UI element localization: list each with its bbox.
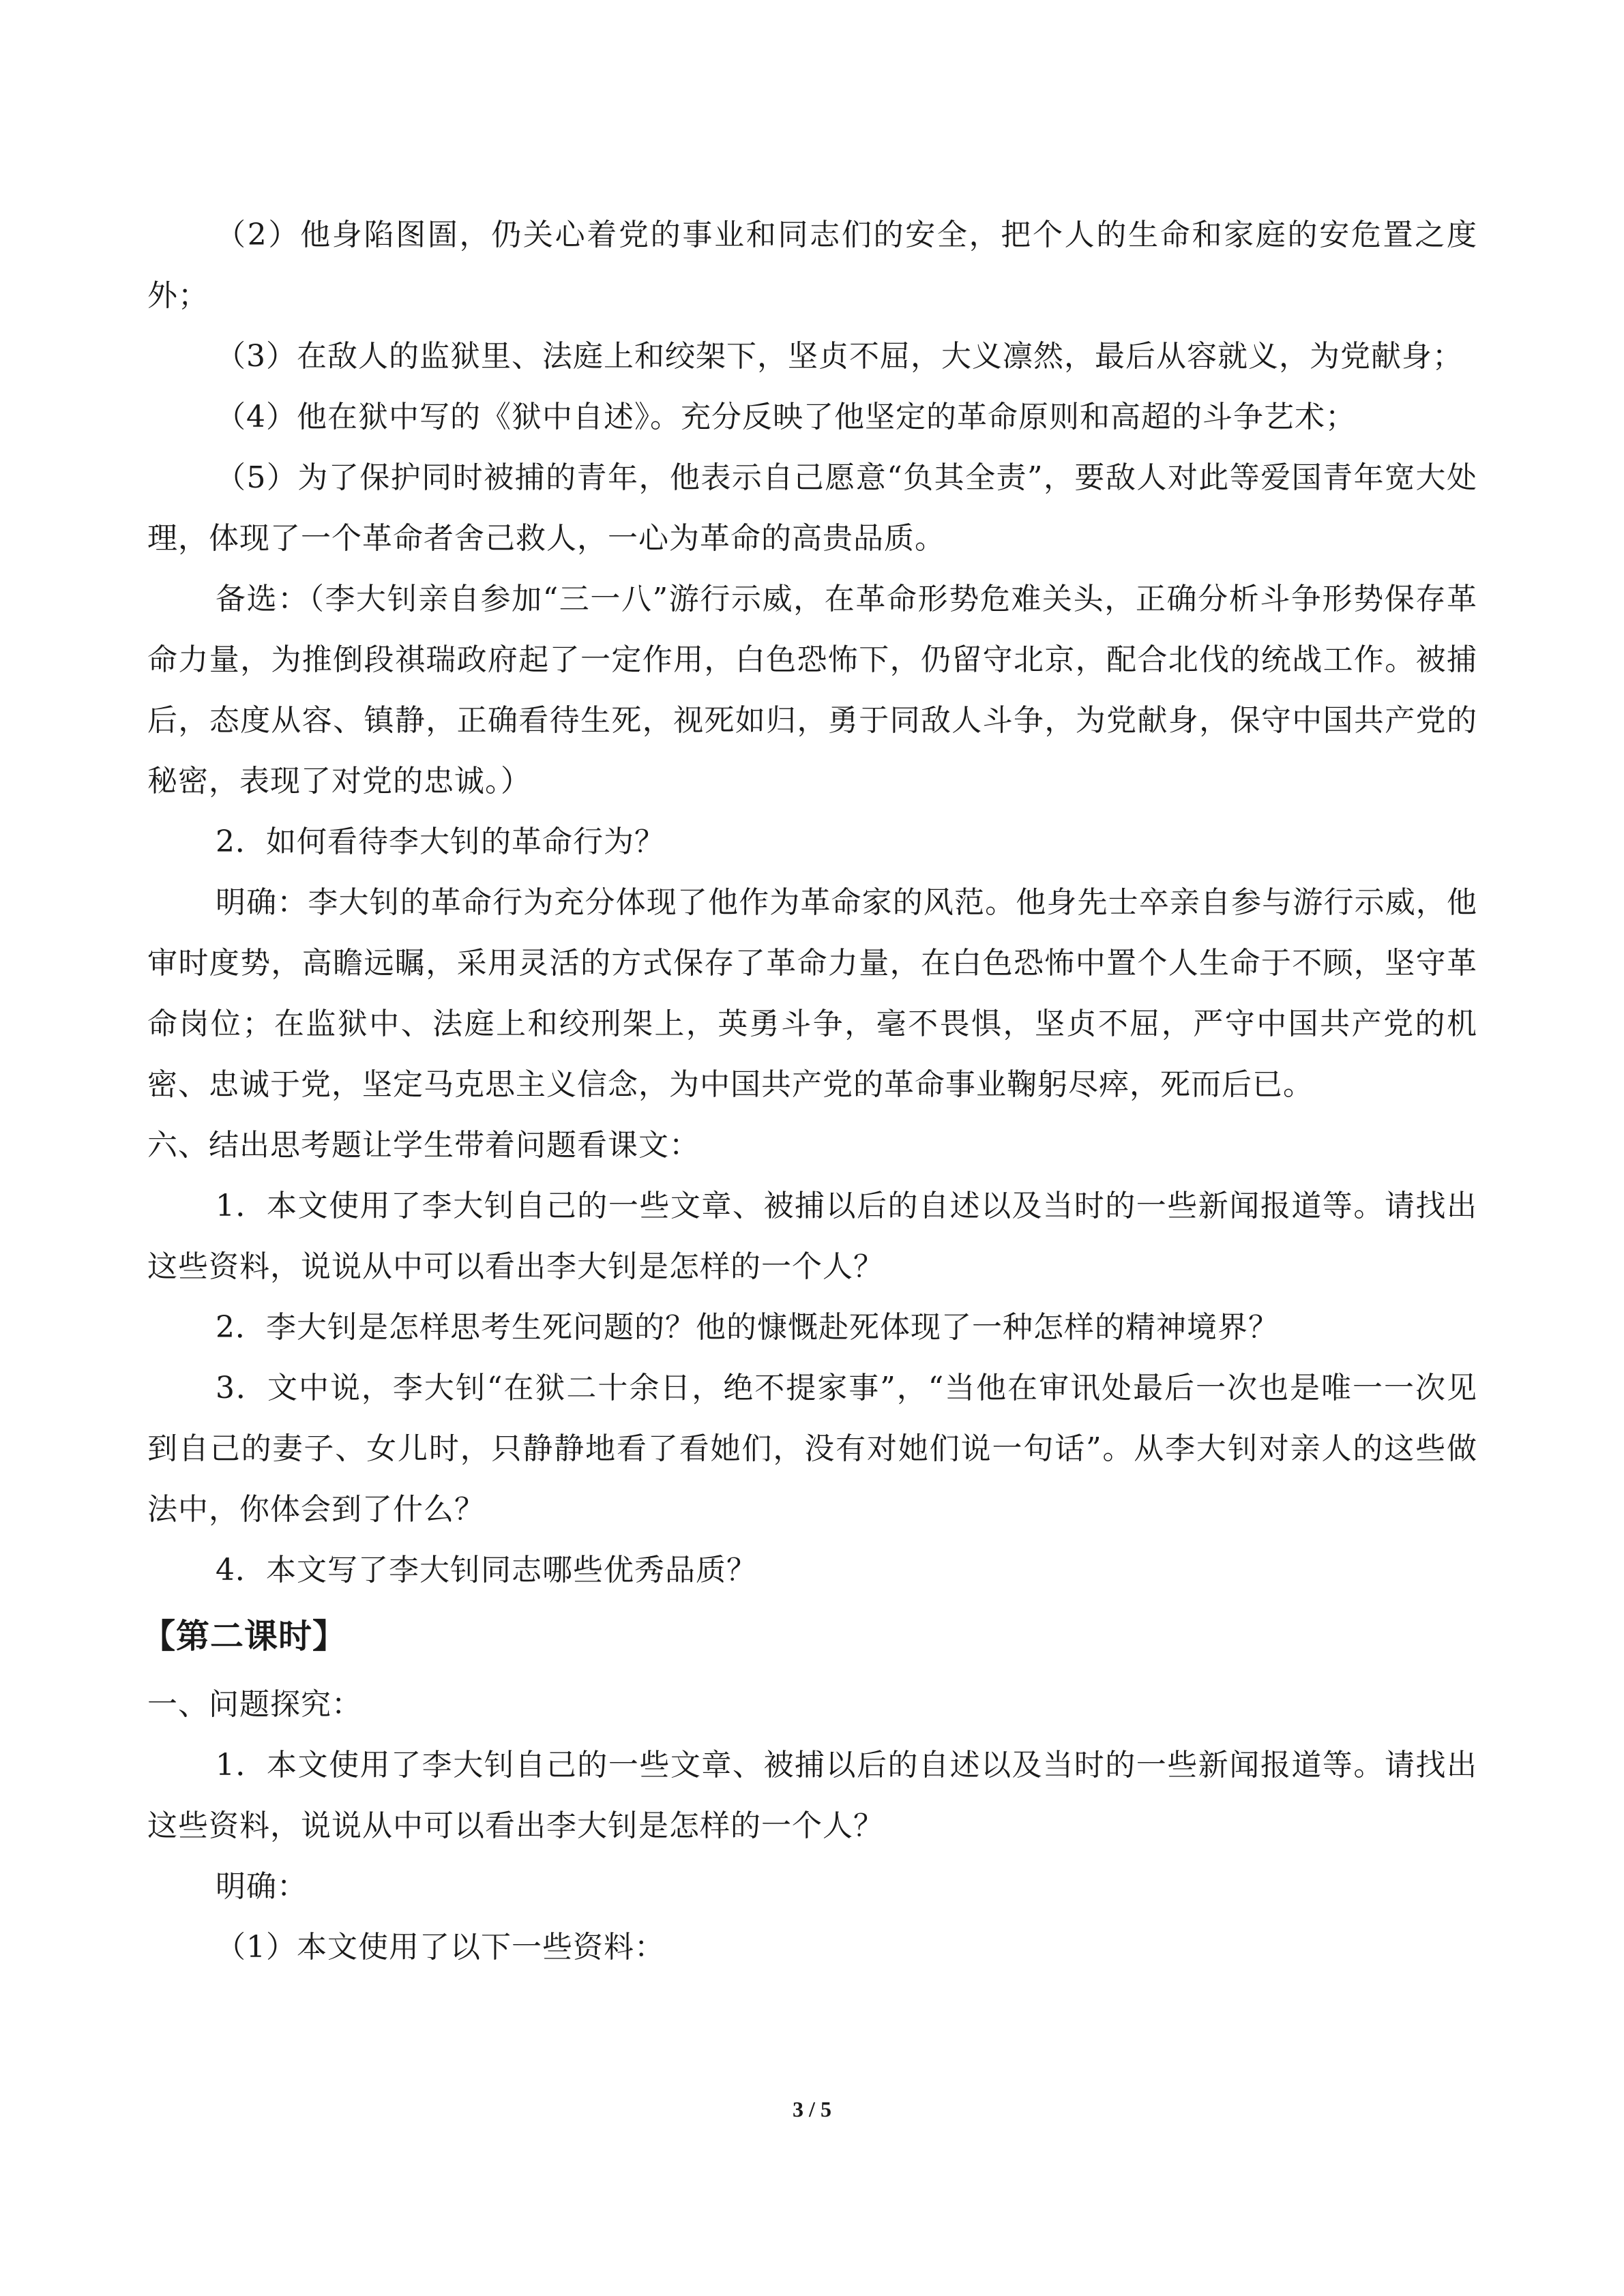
question-2: 2．如何看待李大钊的革命行为？ — [216, 824, 665, 859]
think-question-2: 2．李大钊是怎样思考生死问题的？他的慷慨赴死体现了一种怎样的精神境界？ — [216, 1310, 1279, 1345]
answer-2: 明确：李大钊的革命行为充分体现了他作为革命家的风范。他身先士卒亲自参与游行示威，他审时度势，高瞻远瞩，采用灵活的方式保存了革命力量，在白色恐怖中置个人生命于不顾，坚守革命岗位；在监狱中、法庭上和绞刑架上，英勇斗争，毫不畏惧，坚贞不屈，严守中国共产党的机密、忠诚于党，坚定马克思主义信念，为中国共产党的革命事业鞠躬尽瘁，死而后已。 — [147, 885, 1477, 1102]
document-body — [142, 205, 1477, 1978]
section-six-title: 六、结出思考题让学生带着问题看课文： — [147, 1128, 700, 1163]
inquiry-title: 一、问题探究： — [147, 1687, 362, 1722]
paragraph-point-4: （4）他在狱中写的《狱中自述》。充分反映了他坚定的革命原则和高超的斗争艺术； — [216, 400, 1356, 434]
second-lesson-heading: 【第二课时】 — [142, 1617, 347, 1656]
think-question-3: 3．文中说，李大钊“在狱二十余日，绝不提家事”，“当他在审讯处最后一次也是唯一一次见到自己的妻子、女儿时，只静静地看了看她们，没有对她们说一句话”。从李大钊对亲人的这些做法中，你体会到了什么？ — [147, 1371, 1477, 1527]
paragraph-point-2: （2）他身陷图圄，仍关心着党的事业和同志们的安全，把个人的生命和家庭的安危置之度外； — [147, 218, 1477, 313]
inquiry-answer-point-1: （1）本文使用了以下一些资料： — [216, 1930, 665, 1965]
paragraph-point-5: （5）为了保护同时被捕的青年，他表示自己愿意“负其全责”，要敌人对此等爱国青年宽大处理，体现了一个革命者舍己救人，一心为革命的高贵品质。 — [147, 460, 1477, 556]
paragraph-alternative: 备选：（李大钊亲自参加“三一八”游行示威，在革命形势危难关头，正确分析斗争形势保存革命力量，为推倒段祺瑞政府起了一定作用，白色恐怖下，仍留守北京，配合北伐的统战工作。被捕后，态度从容、镇静，正确看待生死，视死如归，勇于同敌人斗争，为党献身，保守中国共产党的秘密，表现了对党的忠诚。） — [147, 582, 1477, 799]
inquiry-answer-label: 明确： — [216, 1869, 308, 1904]
paragraph-point-3: （3）在敌人的监狱里、法庭上和绞架下，坚贞不屈，大义凛然，最后从容就义，为党献身； — [216, 339, 1463, 374]
think-question-1: 1．本文使用了李大钊自己的一些文章、被捕以后的自述以及当时的一些新闻报道等。请找出这些资料，说说从中可以看出李大钊是怎样的一个人？ — [147, 1189, 1477, 1284]
inquiry-question-1: 1．本文使用了李大钊自己的一些文章、被捕以后的自述以及当时的一些新闻报道等。请找出这些资料，说说从中可以看出李大钊是怎样的一个人？ — [147, 1748, 1477, 1843]
page-number: 3 / 5 — [793, 2097, 831, 2121]
think-question-4: 4．本文写了李大钊同志哪些优秀品质？ — [216, 1553, 757, 1587]
